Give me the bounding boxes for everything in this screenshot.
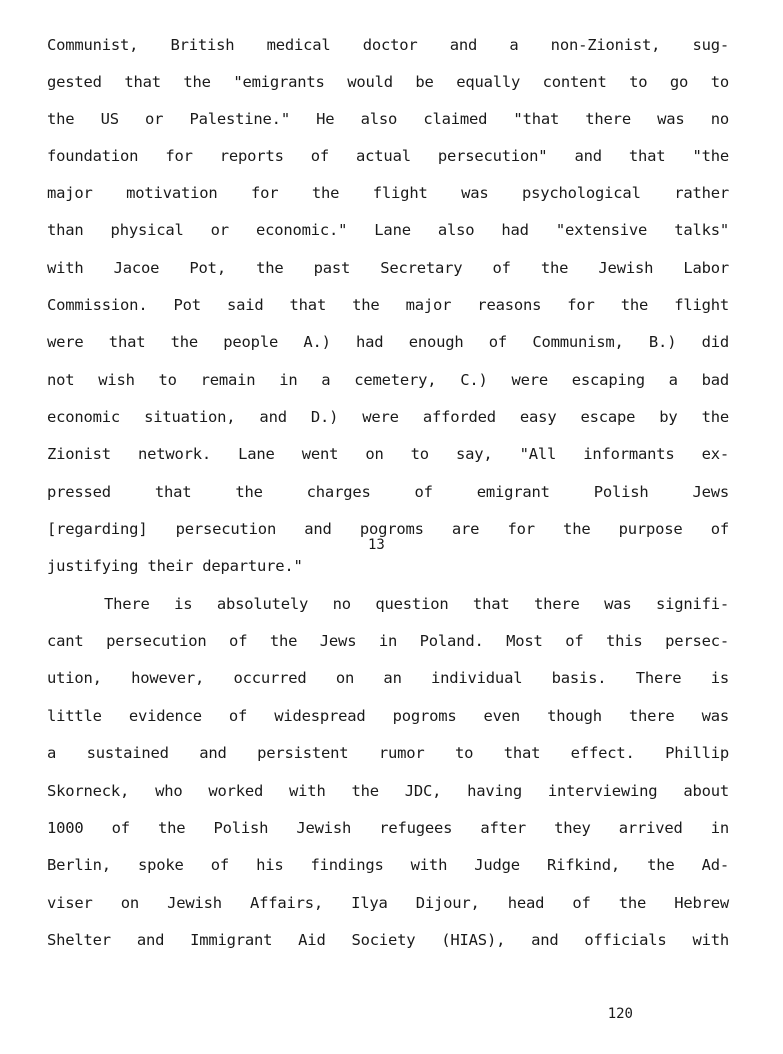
text-line: [regarding] persecution and pogroms are for the purpose of [47, 520, 729, 538]
text-line: with Jacoe Pot, the past Secretary of the Jewish Labor [47, 259, 729, 277]
text-line: foundation for reports of actual persecution" and that "the [47, 147, 729, 165]
text-line: economic situation, and D.) were afforded easy escape by the [47, 408, 729, 426]
text-line: not wish to remain in a cemetery, C.) were escaping a bad [47, 371, 729, 389]
text-line: were that the people A.) had enough of Communism, B.) did [47, 333, 729, 351]
text-line: There is absolutely no question that there was signifi- [104, 595, 729, 613]
text-line: Zionist network. Lane went on to say, "All informants ex- [47, 445, 729, 463]
text-line: Skorneck, who worked with the JDC, having interviewing about [47, 782, 729, 800]
text-line: Communist, British medical doctor and a non-Zionist, sug- [47, 36, 729, 54]
text-line: major motivation for the flight was psychological rather [47, 184, 729, 202]
text-line: little evidence of widespread pogroms even though there was [47, 707, 729, 725]
footnote-reference: 13 [368, 537, 385, 553]
text-line: than physical or economic." Lane also had "extensive talks" [47, 221, 729, 239]
text-line: pressed that the charges of emigrant Polish Jews [47, 483, 729, 501]
text-line: 1000 of the Polish Jewish refugees after they arrived in [47, 819, 729, 837]
page-number: 120 [607, 1006, 633, 1022]
text-line: justifying their departure." [47, 557, 303, 575]
text-line: gested that the "emigrants would be equally content to go to [47, 73, 729, 91]
text-line: Shelter and Immigrant Aid Society (HIAS), and officials with [47, 931, 729, 949]
text-line: ution, however, occurred on an individual basis. There is [47, 669, 729, 687]
text-line: the US or Palestine." He also claimed "that there was no [47, 110, 729, 128]
text-line: viser on Jewish Affairs, Ilya Dijour, head of the Hebrew [47, 894, 729, 912]
text-line: a sustained and persistent rumor to that effect. Phillip [47, 744, 729, 762]
text-line: cant persecution of the Jews in Poland. Most of this persec- [47, 632, 729, 650]
text-line: Berlin, spoke of his findings with Judge Rifkind, the Ad- [47, 856, 729, 874]
text-line: Commission. Pot said that the major reasons for the flight [47, 296, 729, 314]
